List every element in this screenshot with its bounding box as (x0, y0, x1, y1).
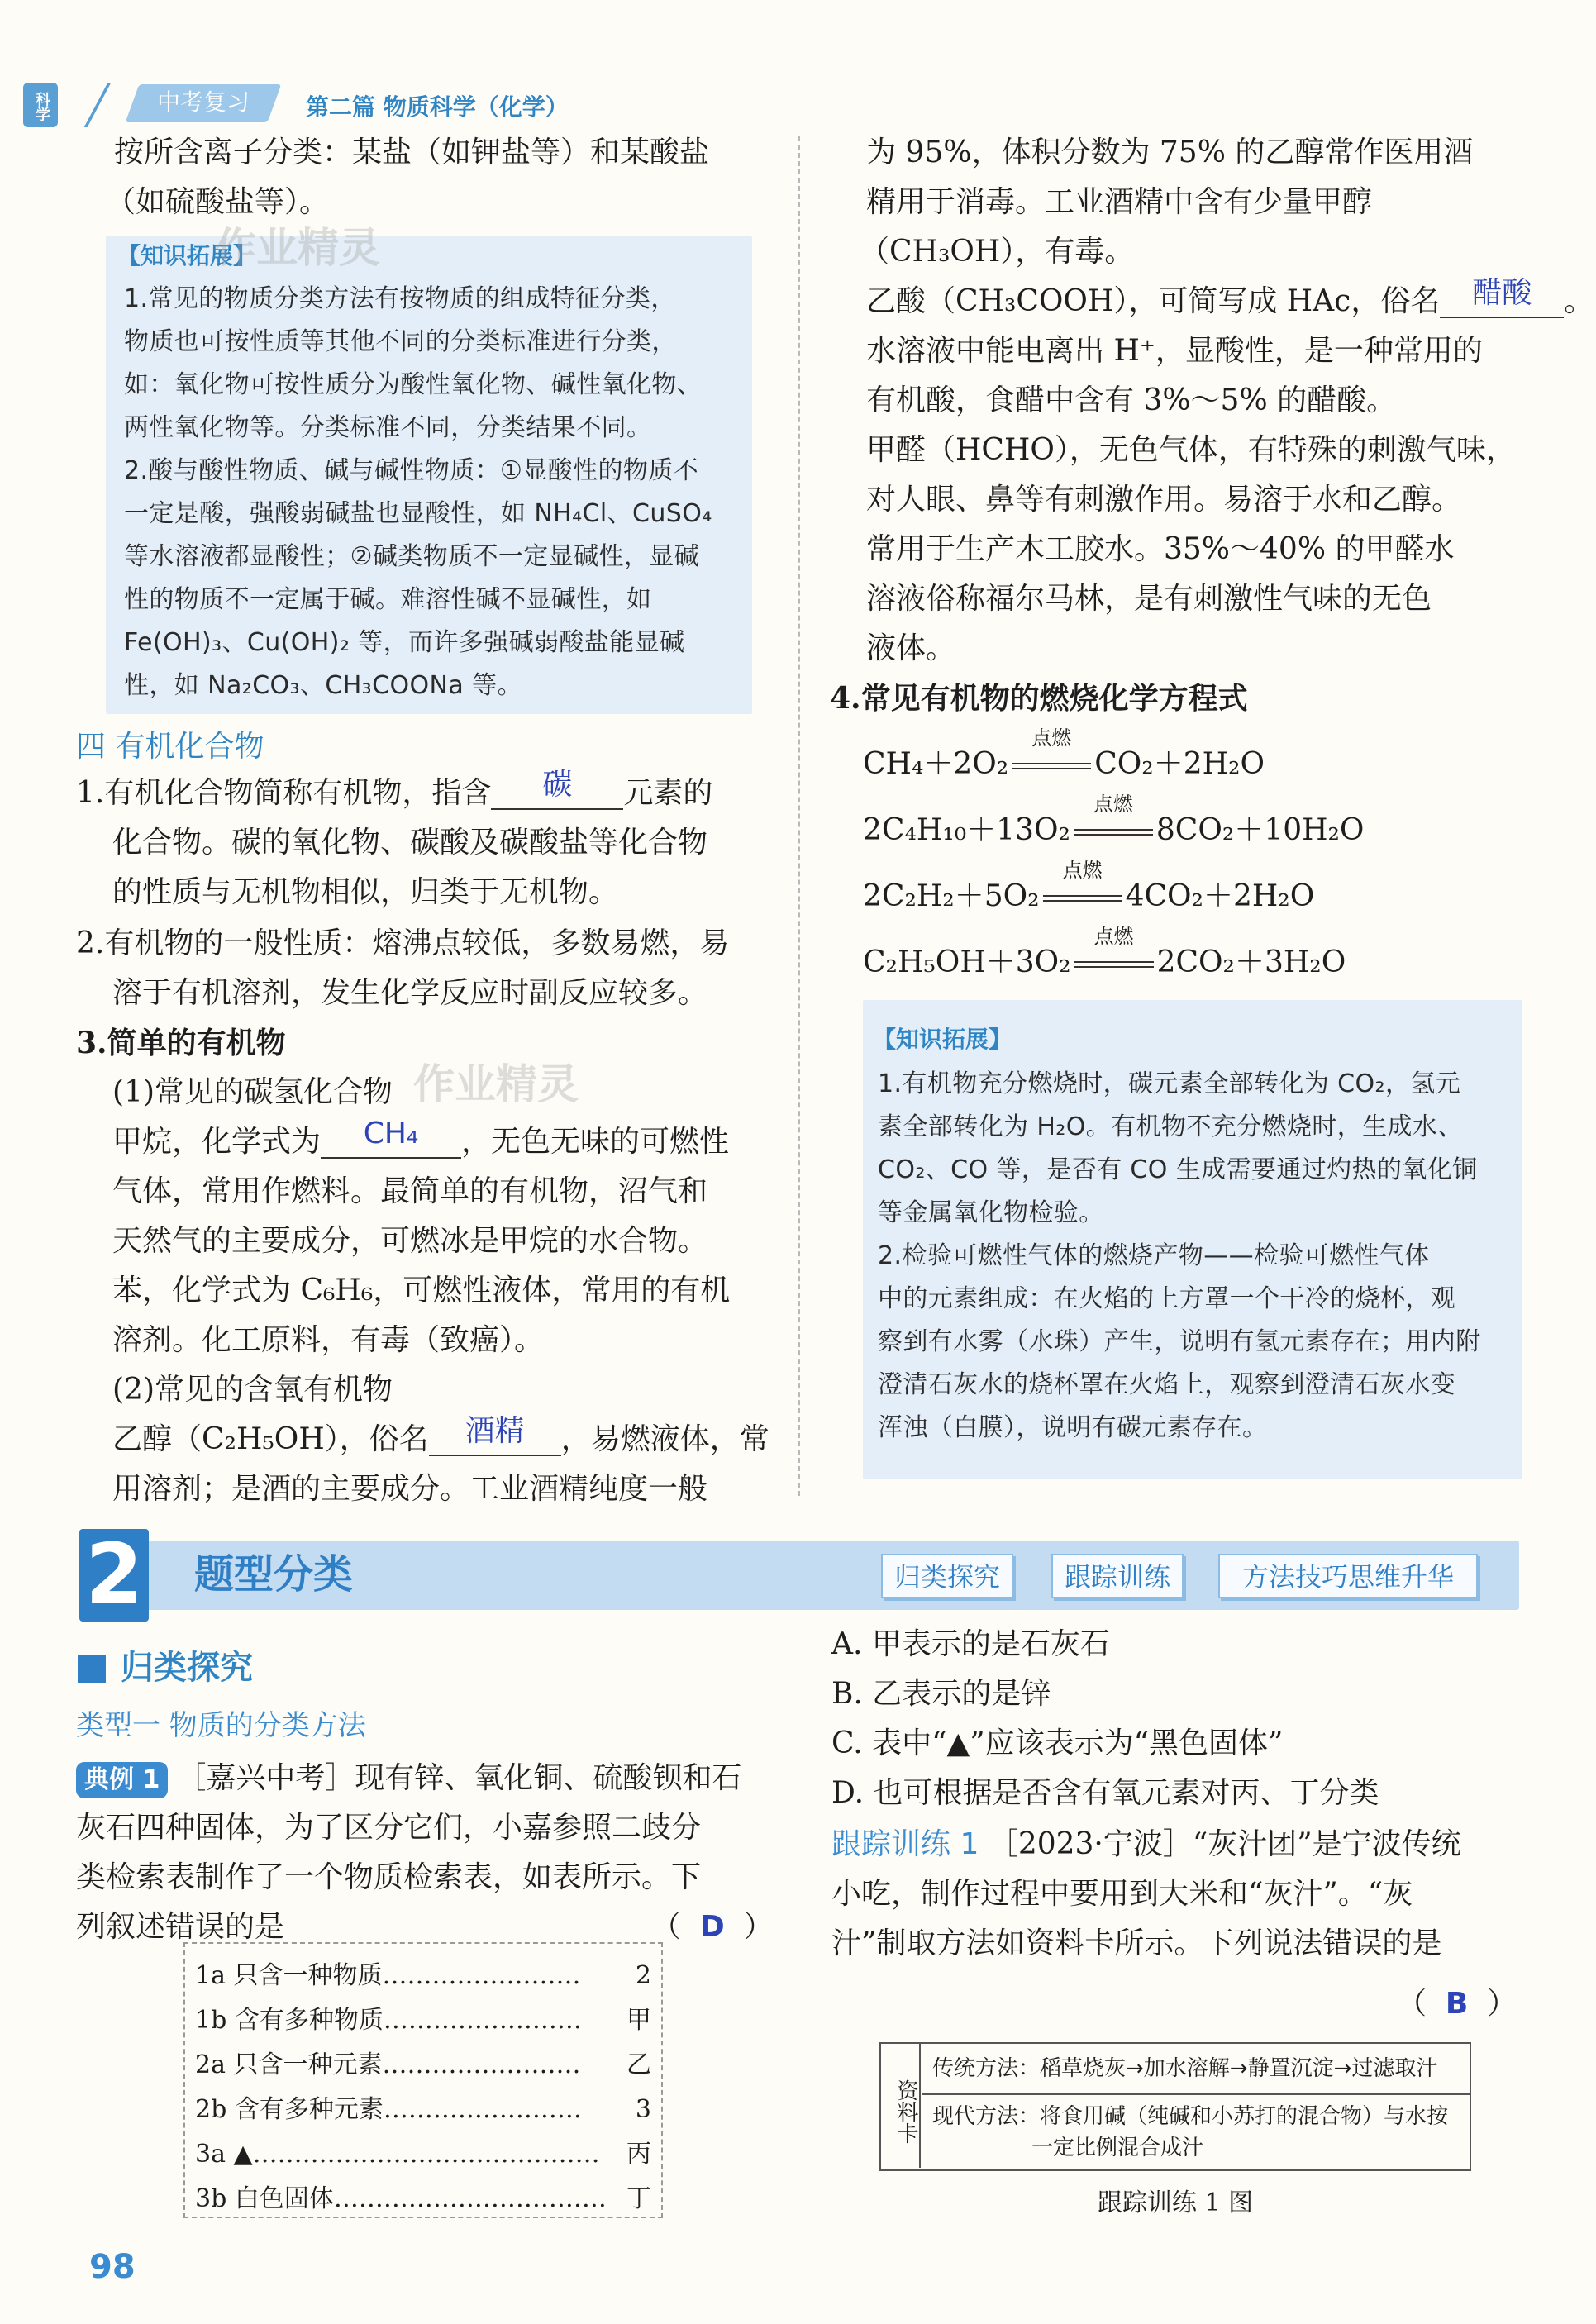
item-heading: 4.常见有机物的燃烧化学方程式 (830, 681, 1248, 716)
header-slash (84, 83, 112, 127)
tip-line: 察到有水雾（水珠）产生，说明有氢元素存在；用内附 (878, 1327, 1481, 1356)
reaction-arrow (1040, 859, 1126, 915)
modern-method-line: 现代方法：将食用碱（纯碱和小苏打的混合物）与水按 (932, 2104, 1449, 2129)
sub-heading: (1)常见的碳氢化合物 (112, 1075, 393, 1109)
condition-label: 点燃 (1062, 859, 1103, 882)
paragraph-line: 液体。 (866, 631, 956, 665)
answer-blank: 酒精 (429, 1415, 561, 1456)
paragraph-line: 天然气的主要成分，可燃冰是甲烷的水合物。 (112, 1224, 708, 1258)
paragraph-line: 的性质与无机物相似，归类于无机物。 (112, 875, 619, 909)
key-row (195, 1955, 651, 2000)
paragraph-line: 小吃，制作过程中要用到大米和“灰汁”。“灰 (831, 1877, 1413, 1911)
key-condition: 3b 白色固体…………………………… (195, 2184, 607, 2213)
tip-line: 1.有机物充分燃烧时，碳元素全部转化为 CO₂，氢元 (878, 1069, 1461, 1098)
item-text: 甲烷，化学式为 (112, 1125, 322, 1159)
tip-body (124, 278, 712, 707)
tip-line: 如：氧化物可按性质分为酸性氧化物、碱性氧化物、 (124, 370, 703, 399)
arrow-bar (1043, 895, 1122, 897)
paragraph-line: 按所含离子分类：某盐（如钾盐等）和某酸盐 (114, 136, 710, 169)
answer-parenthesis: （ D ） (651, 1910, 774, 1944)
key-row (195, 2134, 651, 2179)
key-condition: 2a 只含一种元素…………………… (195, 2050, 581, 2079)
paragraph-line: （CH₃OH），有毒。 (860, 235, 1135, 269)
example-text: ［嘉兴中考］现有锌、氧化铜、硫酸钡和石 (176, 1761, 742, 1795)
tip-title: 【知识拓展】 (117, 242, 257, 269)
item-text: ，易燃液体，常 (560, 1422, 769, 1456)
paragraph-line: 苯，化学式为 C₆H₆，可燃性液体，常用的有机 (112, 1274, 731, 1307)
subject-badge-text: 科学 (33, 92, 50, 121)
equation (863, 793, 1365, 855)
acetic-line (866, 277, 1594, 326)
paragraph-line: 溶剂。化工原料，有毒（致癌）。 (112, 1323, 545, 1357)
key-result: 丁 (626, 2184, 651, 2213)
paragraph-line: 化合物。碳的氧化物、碳酸及碳酸盐等化合物 (112, 826, 708, 860)
tip-line: CO₂、CO 等，是否有 CO 生成需要通过灼热的氧化铜 (878, 1155, 1478, 1184)
tip-line: 中的元素组成：在火焰的上方罩一个干冷的烧杯，观 (878, 1284, 1456, 1313)
equation-right: 4CO₂＋2H₂O (1125, 879, 1315, 913)
tab-method[interactable]: 方法技巧思维升华 (1218, 1554, 1478, 1598)
tip-line: 等水溶液都显酸性；②碱类物质不一定显碱性，显碱 (124, 542, 700, 571)
key-result: 3 (635, 2095, 651, 2124)
paragraph-line: 对人眼、鼻等有刺激作用。易溶于水和乙醇。 (866, 483, 1462, 517)
tip-line: Fe(OH)₃、Cu(OH)₂ 等，而许多强碱弱酸盐能显碱 (124, 628, 685, 657)
banner-title: 题型分类 (194, 1551, 354, 1598)
type-heading: 类型一 物质的分类方法 (76, 1709, 366, 1742)
equation (863, 726, 1265, 789)
paragraph-line: 精用于消毒。工业酒精中含有少量甲醇 (866, 185, 1373, 219)
key-result: 乙 (626, 2050, 651, 2079)
page-number: 98 (89, 2248, 136, 2286)
answer-blank: 醋酸 (1440, 277, 1564, 318)
tip-line: 一定是酸，强酸弱碱盐也显酸性，如 NH₄Cl、CuSO₄ (124, 499, 712, 528)
sub-heading: (2)常见的含氧有机物 (112, 1373, 393, 1407)
methane-line (112, 1117, 729, 1167)
tab-explore[interactable]: 归类探究 (881, 1554, 1013, 1598)
tab-tracking[interactable]: 跟踪训练 (1051, 1554, 1184, 1598)
paragraph-line: 溶于有机溶剂，发生化学反应时副反应较多。 (112, 976, 708, 1010)
item-text: 乙醇（C₂H₅OH），俗名 (112, 1422, 429, 1456)
equation-right: 2CO₂＋3H₂O (1156, 945, 1346, 979)
item-text: 乙酸（CH₃COOH），可简写成 HAc，俗名 (866, 284, 1441, 318)
ethanol-line (112, 1415, 769, 1464)
tip-line: 素全部转化为 H₂O。有机物不充分燃烧时，生成水、 (878, 1112, 1463, 1141)
paragraph-line: 甲醛（HCHO），无色气体，有特殊的刺激气味， (866, 433, 1516, 467)
item-text: 1.有机化合物简称有机物，指含 (76, 776, 492, 810)
answer-blank: CH₄ (321, 1117, 461, 1159)
arrow-bar (1074, 834, 1153, 836)
tip-body (878, 1063, 1481, 1450)
tip-title: 【知识拓展】 (873, 1026, 1012, 1053)
chapter-title: 第二篇 物质科学（化学） (306, 93, 569, 121)
key-condition: 2b 含有多种元素…………………… (195, 2095, 582, 2124)
equation-right: 8CO₂＋10H₂O (1155, 813, 1365, 847)
condition-label: 点燃 (1093, 793, 1133, 816)
tip-line: 2.检验可燃性气体的燃烧产物——检验可燃性气体 (878, 1241, 1430, 1270)
arrow-bar (1043, 900, 1122, 902)
reaction-arrow (1008, 726, 1094, 783)
equation-left: 2C₄H₁₀＋13O₂ (863, 813, 1070, 847)
tip-line: 性，如 Na₂CO₃、CH₃COONa 等。 (124, 671, 522, 700)
key-condition: 1a 只含一种物质…………………… (195, 1961, 581, 1990)
tracking-first-line (831, 1820, 1461, 1869)
arrow-bar (1074, 829, 1153, 831)
resource-card-label: 资料卡 (881, 2044, 921, 2168)
answer-choice: B (1445, 1987, 1469, 2021)
example-badge: 典例 1 (76, 1762, 168, 1798)
tip-line: 性的物质不一定属于碱。难溶性碱不显碱性，如 (124, 585, 652, 614)
equation-left: 2C₂H₂＋5O₂ (863, 879, 1040, 913)
watermark: 作业精灵 (215, 224, 380, 272)
paragraph-line: 有机酸，食醋中含有 3%～5% 的醋酸。 (866, 383, 1397, 417)
classification-key-table (183, 1942, 663, 2218)
paragraph-line: 气体，常用作燃料。最简单的有机物，沼气和 (112, 1174, 708, 1208)
section-heading: 四 有机化合物 (76, 730, 264, 764)
tip-line: 2.酸与酸性物质、碱与碱性物质：①显酸性的物质不 (124, 456, 699, 485)
paragraph-line: 用溶剂；是酒的主要成分。工业酒精纯度一般 (112, 1472, 708, 1506)
tracking-label: 跟踪训练 1 (831, 1827, 979, 1861)
key-condition: 3a ▲…………………………………… (195, 2140, 600, 2169)
option-c: C. 表中“▲”应该表示为“黑色固体” (831, 1726, 1284, 1760)
paragraph-line: 为 95%，体积分数为 75% 的乙醇常作医用酒 (866, 136, 1474, 169)
item-text: ，无色无味的可燃性 (461, 1125, 730, 1159)
tip-line: 两性氧化物等。分类标准不同，分类结果不同。 (124, 413, 652, 442)
item-1 (76, 769, 712, 818)
option-a: A. 甲表示的是石灰石 (831, 1627, 1110, 1661)
tip-line: 物质也可按性质等其他不同的分类标准进行分类， (124, 327, 677, 356)
option-d: D. 也可根据是否含有氧元素对丙、丁分类 (831, 1776, 1379, 1810)
tip-line: 等金属氧化物检验。 (878, 1198, 1104, 1227)
tip-line: 1.常见的物质分类方法有按物质的组成特征分类， (124, 284, 676, 313)
banner-number: 2 (85, 1526, 143, 1622)
watermark: 作业精灵 (413, 1060, 579, 1108)
column-divider (798, 136, 800, 1496)
equation (863, 925, 1346, 988)
section-heading: 归类探究 (121, 1649, 253, 1687)
equation (863, 859, 1315, 922)
paragraph-line: 灰石四种固体，为了区分它们，小嘉参照二歧分 (76, 1811, 702, 1845)
key-row (195, 2000, 651, 2045)
arrow-bar (1012, 763, 1091, 764)
key-row (195, 2179, 651, 2223)
paragraph-line: 汁”制取方法如资料卡所示。下列说法错误的是 (831, 1926, 1442, 1960)
key-result: 2 (635, 1961, 651, 1990)
modern-method-line: 一定比例混合成汁 (1031, 2136, 1204, 2160)
key-row (195, 2045, 651, 2089)
reaction-arrow (1071, 925, 1157, 981)
item-text: 。 (1564, 284, 1594, 318)
arrow-bar (1074, 966, 1154, 968)
arrow-bar (1012, 768, 1091, 769)
paragraph-line: 溶液俗称福尔马林，是有刺激性气味的无色 (866, 582, 1432, 616)
equation-left: C₂H₅OH＋3O₂ (863, 945, 1071, 979)
key-row (195, 2089, 651, 2134)
item-text: 元素的 (623, 776, 713, 810)
tip-line: 澄清石灰水的烧杯罩在火焰上，观察到澄清石灰水变 (878, 1370, 1456, 1399)
tracking-text: ［2023·宁波］“灰汁团”是宁波传统 (988, 1827, 1461, 1861)
review-tag-text: 中考复习 (156, 88, 250, 116)
modern-method (922, 2096, 1470, 2169)
paragraph-line: 类检索表制作了一个物质检索表，如表所示。下 (76, 1860, 702, 1894)
answer-blank: 碳 (491, 769, 623, 810)
paragraph-line: 水溶液中能电离出 H⁺，显酸性，是一种常用的 (866, 334, 1483, 368)
item-heading: 3.简单的有机物 (76, 1026, 286, 1060)
arrow-bar (1074, 961, 1154, 963)
paragraph-line: 2.有机物的一般性质：熔沸点较低，多数易燃，易 (76, 926, 730, 960)
paragraph-line: 列叙述错误的是 (76, 1910, 285, 1944)
answer-parenthesis: （ B ） (1397, 1987, 1517, 2021)
section-icon (78, 1655, 106, 1683)
paragraph-line: （如硫酸盐等）。 (106, 185, 330, 219)
equation-left: CH₄＋2O₂ (863, 747, 1009, 781)
equation-right: CO₂＋2H₂O (1094, 747, 1265, 781)
example-first-line (76, 1754, 741, 1803)
key-result: 丙 (626, 2140, 651, 2169)
key-result: 甲 (626, 2006, 651, 2035)
reaction-arrow (1070, 793, 1156, 849)
option-b: B. 乙表示的是锌 (831, 1677, 1051, 1711)
answer-choice: D (699, 1910, 725, 1944)
figure-caption: 跟踪训练 1 图 (1097, 2188, 1254, 2217)
condition-label: 点燃 (1093, 925, 1134, 948)
tip-line: 浑浊（白膜），说明有碳元素存在。 (878, 1413, 1268, 1442)
paragraph-line: 常用于生产木工胶水。35%～40% 的甲醛水 (866, 532, 1455, 566)
key-condition: 1b 含有多种物质…………………… (195, 2006, 582, 2035)
traditional-method: 传统方法：稻草烧灰→加水溶解→静置沉淀→过滤取汁 (922, 2044, 1470, 2095)
condition-label: 点燃 (1031, 726, 1072, 750)
